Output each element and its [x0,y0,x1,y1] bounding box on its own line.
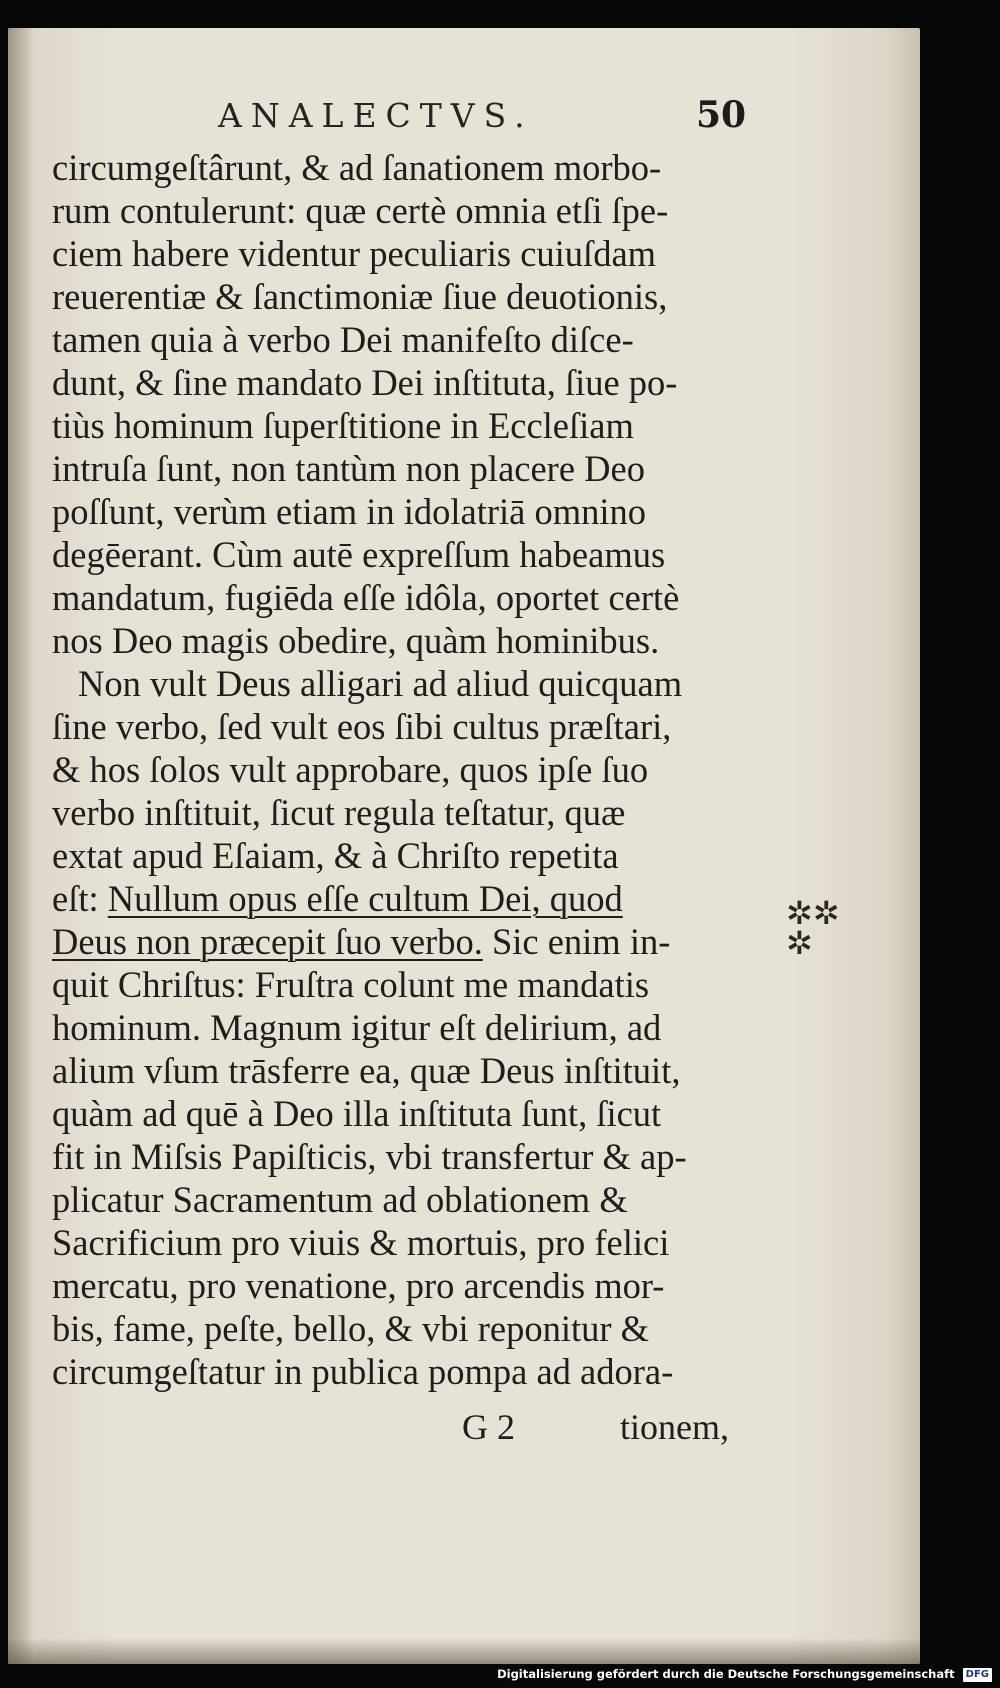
bottom-edge-shadow [8,1638,920,1664]
text-line: poſſunt, verùm etiam in idolatriā omnino [52,491,647,532]
text-line: circumgeſtârunt, & ad ſanationem morbo- [52,147,662,188]
text-line: plicatur Sacramentum ad oblationem & [52,1179,628,1220]
text-segment: eſt: [52,878,108,919]
text-line: nos Deo magis obedire, quàm hominibus. [52,620,660,661]
text-line: fit in Miſsis Papiſticis, vbi transfertur & ap- [52,1136,687,1177]
text-line: bis, fame, peſte, bello, & vbi reponitur & [52,1308,650,1349]
text-line: & hos ſolos vult approbare, quos ipſe ſuo [52,749,649,790]
text-line [52,920,752,963]
text-line: extat apud Eſaiam, & à Chriſto repetita [52,835,619,876]
text-line: alium vſum trāsferre ea, quæ Deus inſtituit, [52,1050,681,1091]
body-text [52,146,752,1393]
underlined-text: Deus non præcepit ſuo verbo. [52,921,483,962]
text-line: hominum. Magnum igitur eſt delirium, ad [52,1007,662,1048]
text-line: tamen quia à verbo Dei manifeſto diſce- [52,319,634,360]
page-number: 50 [696,94,747,136]
catchword: tionem, [620,1407,729,1447]
text-line: ſine verbo, ſed vult eos ſibi cultus præſtari, [52,706,672,747]
text-line: quit Chriſtus: Fruſtra colunt me mandatis [52,964,650,1005]
text-line: verbo inſtituit, ſicut regula teſtatur, quæ [52,792,626,833]
running-head: ANALECTVS. [218,96,534,135]
credit-text: Digitalisierung gefördert durch die Deutsche Forschungsgemeinschaft [497,1667,955,1681]
text-line: Non vult Deus alligari ad aliud quicquam [78,663,683,704]
text-segment: Sic enim in- [482,921,671,962]
text-line: circumgeſtatur in publica pompa ad adora- [52,1351,674,1392]
dfg-logo-icon: DFG [963,1668,992,1682]
text-line: degēerant. Cùm autē expreſſum habeamus [52,534,666,575]
text-line: mercatu, pro venatione, pro arcendis mor- [52,1265,665,1306]
signature-mark: G 2 [462,1407,515,1447]
text-line: rum contulerunt: quæ certè omnia etſi ſpe- [52,190,669,231]
text-line: reuerentiæ & ſanctimoniæ ſiue deuotionis, [52,276,668,317]
digitization-credit [497,1664,992,1684]
underlined-text: Nullum opus eſſe cultum Dei, quod [107,878,623,919]
margin-annotation-mark: ✲✲ [786,894,840,932]
text-line: dunt, & ſine mandato Dei inſtituta, ſiue po- [52,362,678,403]
book-page [8,28,920,1664]
text-line: intruſa ſunt, non tantùm non placere Deo [52,448,645,489]
text-line: mandatum, fugiēda eſſe idôla, oportet certè [52,577,680,618]
text-line: Sacrificium pro viuis & mortuis, pro felici [52,1222,670,1263]
text-line [52,877,752,920]
spine-shadow [8,28,34,1664]
text-line: quàm ad quē à Deo illa inſtituta ſunt, ſicut [52,1093,662,1134]
text-line: tiùs hominum ſuperſtitione in Eccleſiam [52,405,634,446]
text-line: ciem habere videntur peculiaris cuiuſdam [52,233,657,274]
margin-annotation-mark: ✲ [786,924,813,962]
